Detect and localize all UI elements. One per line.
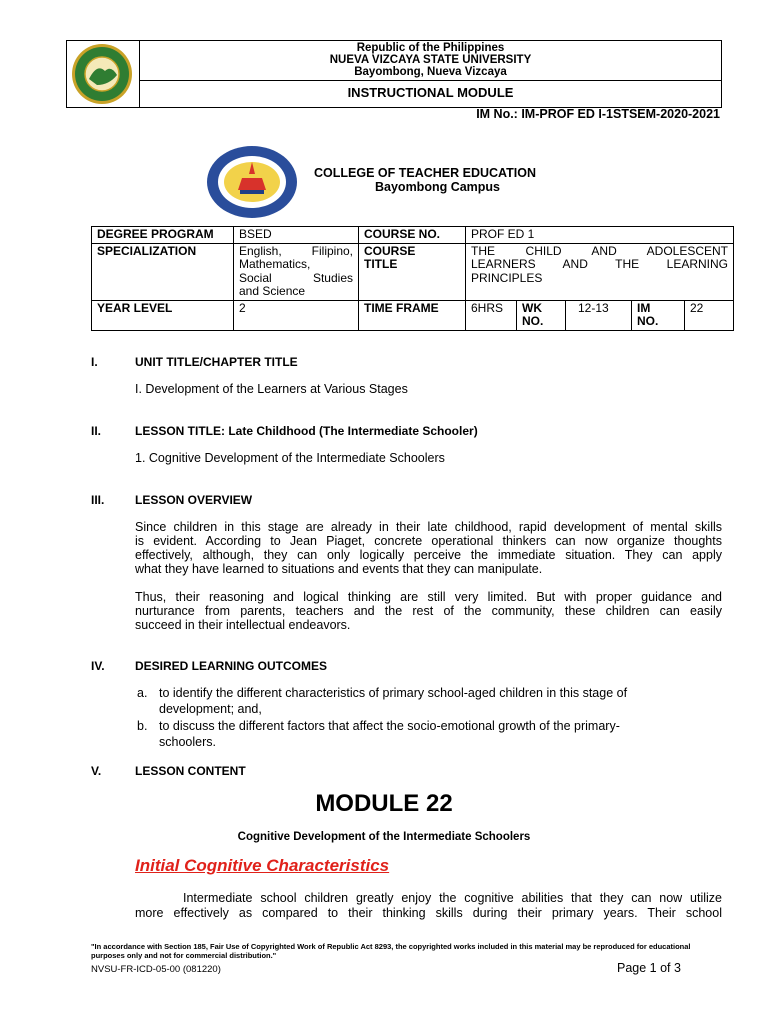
paragraph-line: is evident. According to Jean Piaget, concrete operational thinkers can now organize thoughts [135,534,722,548]
list-item [137,718,722,750]
section-4-title: DESIRED LEARNING OUTCOMES [135,659,328,673]
course-title-line: PRINCIPLES [471,270,543,285]
section-heading: Initial Cognitive Characteristics [135,856,390,875]
course-no-value: PROF ED 1 [466,227,734,244]
copyright-footnote: "In accordance with Section 185, Fair Use of Copyrighted Work of Republic Act 8293, the copyrighted works included in this material may be reproduced for educational purposes only and not for commercial distribution." [91,942,691,960]
cte-logo [205,144,299,225]
section-1-number: I. [91,355,98,369]
year-level-label: YEAR LEVEL [92,300,234,330]
section-4-number: IV. [91,659,105,673]
degree-label: DEGREE PROGRAM [92,227,234,244]
list-item-line: schoolers. [159,735,216,749]
overview-paragraph-1 [135,520,722,576]
course-title-label-line: COURSE [364,243,416,258]
list-item [137,685,722,717]
document-header [66,40,722,108]
paragraph-line: Thus, their reasoning and logical thinking are still very limited. But with proper guidance and [135,590,722,604]
overview-paragraph-2 [135,590,722,632]
section-3-number: III. [91,493,105,507]
header-republic: Republic of the Philippines [356,42,505,54]
content-paragraph [135,891,722,920]
specialization-line: Social Studies [239,270,353,285]
list-item-line: to identify the different characteristics of primary school-aged children in this stage of [159,686,628,700]
university-seal-icon [67,41,139,107]
cte-logo-icon [205,144,299,220]
im-value: 22 [685,300,734,330]
section-2-body: 1. Cognitive Development of the Intermediate Schoolers [135,451,445,465]
course-no-label: COURSE NO. [359,227,466,244]
paragraph-line: succeed in their intellectual endeavors. [135,618,351,632]
time-frame-value: 6HRS [466,300,517,330]
specialization-label: SPECIALIZATION [92,243,234,300]
college-campus: Bayombong Campus [375,180,501,194]
module-title: MODULE 22 [315,790,453,817]
course-title-label [359,243,466,300]
paragraph-line: more effectively as compared to their thinking skills during their primary years. Their school [135,905,722,920]
specialization-line: and Science [239,284,306,298]
im-number: IM No.: IM-PROF ED I-1STSEM-2020-2021 [476,107,720,121]
section-2-title: LESSON TITLE: Late Childhood (The Intermediate Schooler) [135,424,478,438]
course-title-label-line: TITLE [364,257,398,271]
paragraph-line: what they have learned to situations and events that they can manipulate. [135,562,543,576]
page-number: Page 1 of 3 [617,961,681,975]
learning-outcomes-list [137,685,722,750]
section-1-title: UNIT TITLE/CHAPTER TITLE [135,355,298,369]
course-title-line: THE CHILD AND ADOLESCENT [471,243,728,258]
header-university: NUEVA VIZCAYA STATE UNIVERSITY [329,54,532,66]
section-2-number: II. [91,424,102,438]
list-marker: b. [137,719,148,733]
section-1-body: I. Development of the Learners at Various Stages [135,382,408,396]
university-seal-cell [67,41,140,107]
table-row [92,300,734,330]
section-5-title: LESSON CONTENT [135,764,246,778]
header-location: Bayombong, Nueva Vizcaya [354,66,507,78]
im-label [632,300,685,330]
module-subtitle: Cognitive Development of the Intermediate Schoolers [237,831,531,843]
paragraph-line: Intermediate school children greatly enjoy the cognitive abilities that they can now utilize [183,891,722,905]
college-name: COLLEGE OF TEACHER EDUCATION [314,166,536,180]
year-level-value: 2 [234,300,359,330]
time-frame-label: TIME FRAME [359,300,466,330]
list-item-line: development; and, [159,702,262,716]
list-item-line: to discuss the different factors that affect the socio-emotional growth of the primary- [159,719,620,733]
wk-label [517,300,566,330]
form-code: NVSU-FR-ICD-05-00 (081220) [91,964,221,975]
section-5-number: V. [91,764,102,778]
im-label-line: IM [637,300,651,315]
im-label-line: NO. [637,314,659,328]
header-institution [140,41,721,81]
table-row [92,243,734,300]
course-info-table [91,226,734,331]
paragraph-line: effectively, although, they can only logically perceive the immediate situation. They can apply [135,548,722,562]
section-3-title: LESSON OVERVIEW [135,493,253,507]
degree-value: BSED [234,227,359,244]
wk-value: 12-13 [566,300,632,330]
specialization-line: English, Filipino, [239,243,353,258]
specialization-value [234,243,359,300]
college-block [314,166,536,194]
table-row [92,227,734,244]
wk-label-line: WK [522,300,542,315]
course-title-value [466,243,734,300]
wk-label-line: NO. [522,314,544,328]
list-marker: a. [137,686,148,700]
header-module-type: INSTRUCTIONAL MODULE [347,85,514,100]
specialization-line: Mathematics, [239,257,311,271]
paragraph-line: nurturance from parents, teachers and the rest of the community, these children can easily [135,604,722,618]
paragraph-line: Since children in this stage are already in their late childhood, rapid development of mental skills [135,520,722,534]
course-title-line: LEARNERS AND THE LEARNING [471,257,728,271]
